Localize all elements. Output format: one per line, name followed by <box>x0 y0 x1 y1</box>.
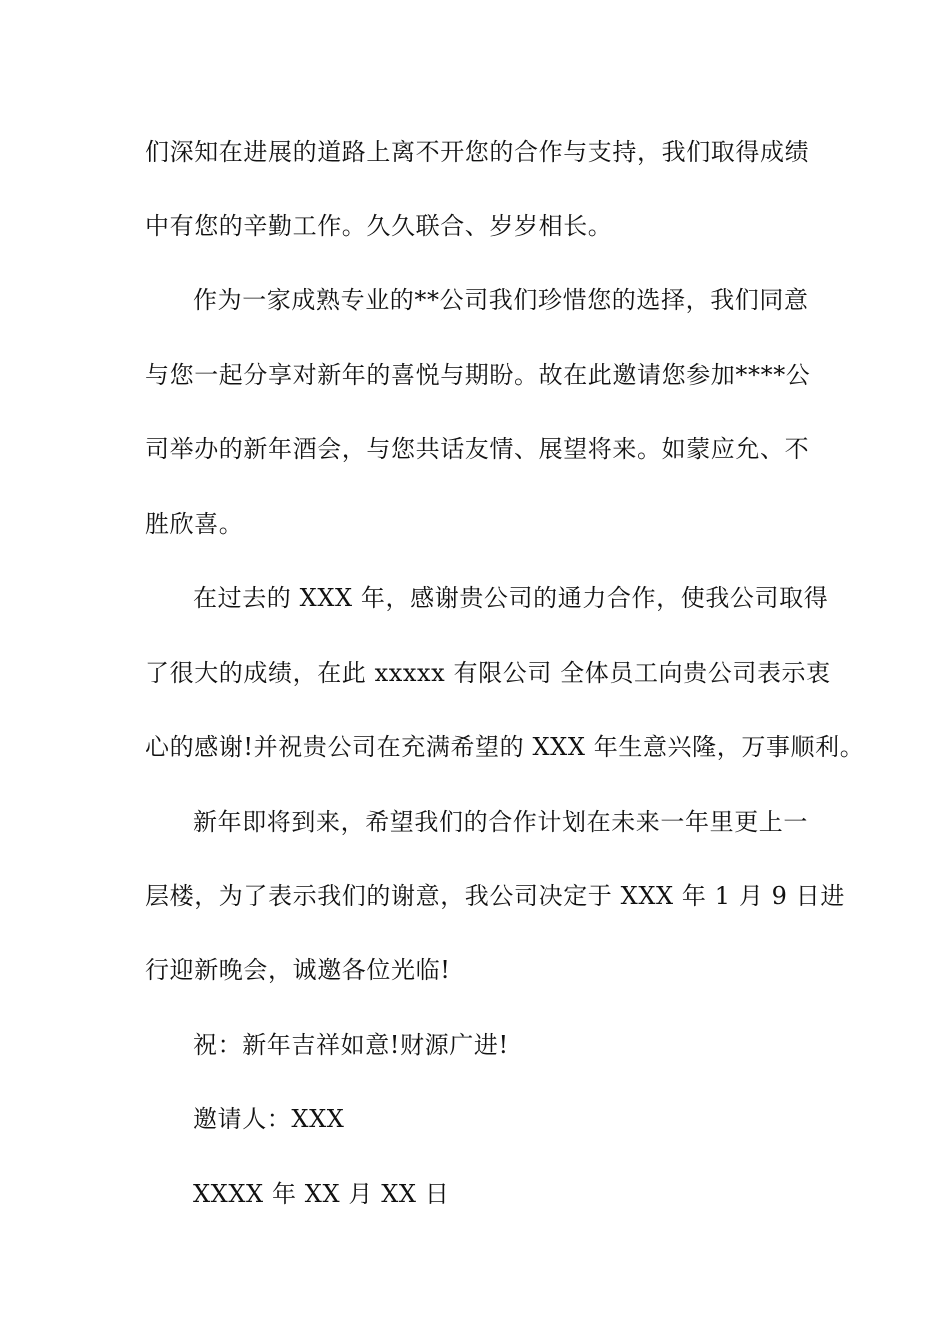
body-line-10: 新年即将到来，希望我们的合作计划在未来一年里更上一 <box>193 808 808 836</box>
body-line-12: 行迎新晚会，诚邀各位光临! <box>145 956 451 984</box>
body-line-6: 胜欣喜。 <box>145 510 244 538</box>
body-line-3: 作为一家成熟专业的**公司我们珍惜您的选择，我们同意 <box>193 286 809 314</box>
body-line-4: 与您一起分享对新年的喜悦与期盼。故在此邀请您参加****公 <box>145 361 811 389</box>
body-line-5: 司举办的新年酒会，与您共话友情、展望将来。如蒙应允、不 <box>145 435 810 463</box>
body-line-9: 心的感谢!并祝贵公司在充满希望的 XXX 年生意兴隆，万事顺利。 <box>145 733 865 761</box>
body-line-7: 在过去的 XXX 年，感谢贵公司的通力合作，使我公司取得 <box>193 584 829 612</box>
body-line-11: 层楼，为了表示我们的谢意，我公司决定于 XXX 年 1 月 9 日进 <box>145 882 845 910</box>
inviter-line: 邀请人：XXX <box>193 1105 345 1133</box>
body-line-1: 们深知在进展的道路上离不开您的合作与支持，我们取得成绩 <box>145 138 810 166</box>
body-line-8: 了很大的成绩，在此 xxxxx 有限公司 全体员工向贵公司表示衷 <box>145 659 831 687</box>
date-line: XXXX 年 XX 月 XX 日 <box>193 1180 450 1208</box>
body-line-2: 中有您的辛勤工作。久久联合、岁岁相长。 <box>145 212 613 240</box>
greeting-line: 祝：新年吉祥如意!财源广进! <box>193 1031 509 1059</box>
